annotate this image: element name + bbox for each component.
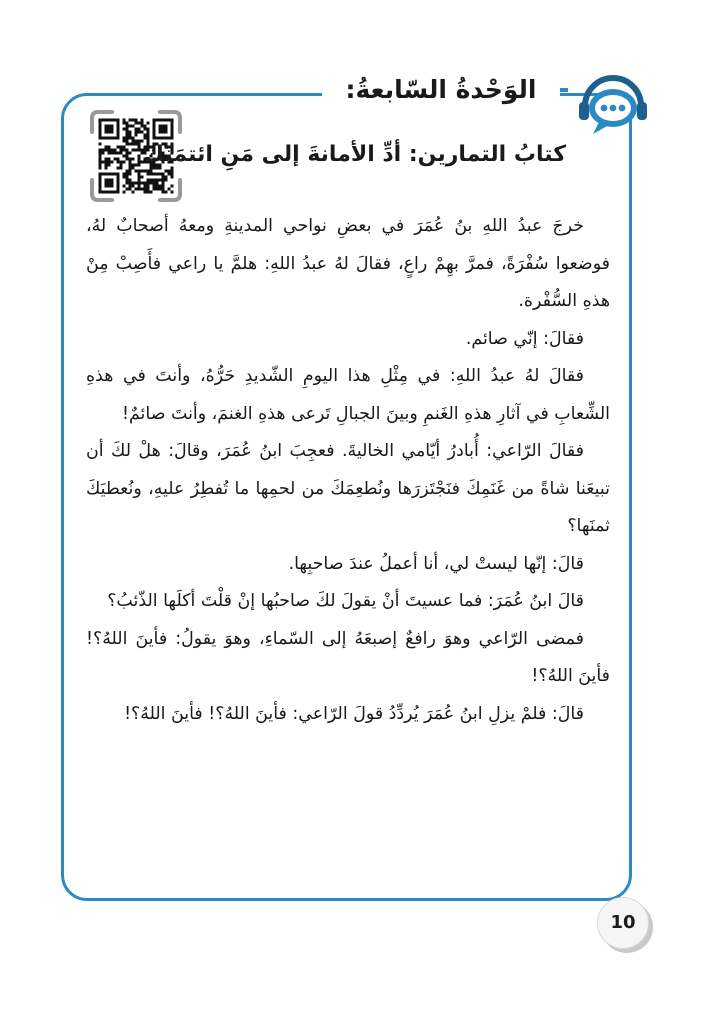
paragraph-8: قالَ: فلمْ يزلِ ابنُ عُمَرَ يُردِّدُ قولَ الرّاعي: فأينَ اللهُ؟! فأينَ اللهُ؟!: [124, 703, 584, 724]
paragraph-1: خرجَ عبدُ اللهِ بنُ عُمَرَ في بعضِ نواحي المدينةِ ومعهُ أصحابٌ لهُ، فوضعوا سُفْرَةً، فمرَّ بهِمْ راعٍ، فقالَ لهُ عبدُ اللهِ: هلمَّ يا راعي فأَصِبْ مِنْ هذهِ السُّفْرة.: [86, 216, 610, 311]
paragraph-6: قالَ ابنُ عُمَرَ: فما عسيتَ أنْ يقولَ لكَ صاحبُها إنْ قلْتَ أكلَها الذّئبُ؟: [107, 591, 584, 611]
chat-bubble-icon: [571, 66, 655, 138]
page-number: 10: [597, 897, 649, 949]
lesson-title: كتابُ التمارين: أدِّ الأمانةَ إلى مَنِ ائتمَنَك: [143, 142, 566, 167]
paragraph-3: فقالَ لهُ عبدُ اللهِ: في مِثْلِ هذا اليومِ الشّديدِ حَرُّهُ، وأنتَ في هذهِ الشِّعابِ في آثارِ هذهِ الغَنمِ وبينَ الجبالِ تَرعى هذهِ الغنمَ، وأنتَ صائمٌ!: [86, 366, 610, 424]
paragraph-5: قالَ: إنّها ليستْ لي، أنا أعملُ عندَ صاحبِها.: [288, 553, 584, 574]
story-text: [86, 208, 610, 733]
paragraph-4: فقالَ الرّاعي: أُبادرُ أيّامي الخاليةَ. فعجِبَ ابنُ عُمَرَ، وقالَ: هلْ لكَ أن تبيعَنا شاةً من غَنَمِكَ فنَجْتَزرَها ونُطعِمَكَ من لحمِها ما تُفطِرُ عليهِ، ونُعطيَكَ ثمنَها؟: [86, 441, 610, 536]
unit-title: الوَحْدةُ السّابعةُ:: [322, 68, 560, 112]
paragraph-7: فمضى الرّاعي وهوَ رافعٌ إصبعَهُ إلى السّماءِ، وهوَ يقولُ: فأينَ اللهُ؟! فأينَ اللهُ؟!: [86, 628, 610, 686]
paragraph-2: فقالَ: إنّي صائم.: [465, 328, 584, 349]
page-number-badge: [597, 897, 655, 955]
